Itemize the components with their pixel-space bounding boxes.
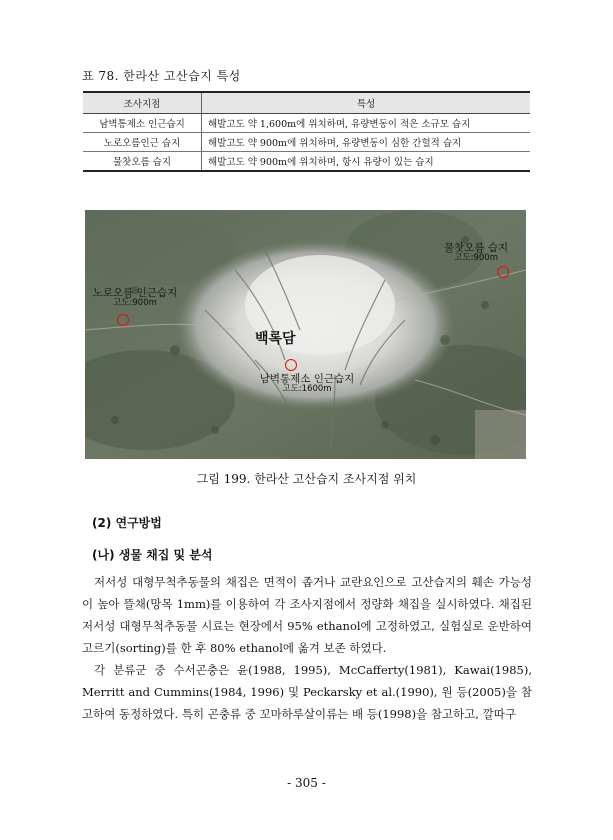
table-cell-site: 물찻오름 습지 xyxy=(83,152,202,172)
table-header-row xyxy=(83,92,530,114)
section-heading: (2) 연구방법 xyxy=(92,516,162,530)
site-marker-nambyeok xyxy=(285,359,297,371)
table-row xyxy=(83,152,530,172)
body-paragraph xyxy=(82,571,532,725)
site-label-nambyeok xyxy=(252,373,362,395)
column-header-site: 조사지점 xyxy=(83,92,202,114)
column-header-characteristics: 특성 xyxy=(202,92,531,114)
wetland-characteristics-table xyxy=(83,91,530,172)
page-number: - 305 - xyxy=(287,776,326,790)
site-altitude: 고도:900m xyxy=(454,253,498,264)
table-cell-description: 해발고도 약 900m에 위치하며, 항시 유량이 있는 습지 xyxy=(208,157,434,168)
table-row xyxy=(83,133,530,152)
site-marker-noro xyxy=(117,314,129,326)
summit-label-baengnokdam: 백록담 xyxy=(255,331,296,347)
table-cell-site: 노로오름인근 습지 xyxy=(83,133,202,152)
figure-caption: 그림 199. 한라산 고산습지 조사지점 위치 xyxy=(196,472,417,486)
site-altitude: 고도:900m xyxy=(113,298,157,309)
table-cell-description: 해발고도 약 1,600m에 위치하며, 유량변동이 적은 소규모 습지 xyxy=(202,114,531,133)
site-location-map xyxy=(85,210,526,459)
site-label-noro xyxy=(85,287,185,309)
table-cell-site: 남벽통제소 인근습지 xyxy=(83,114,202,133)
table-cell-description: 해발고도 약 900m에 위치하며, 유량변동이 심한 간헐적 습지 xyxy=(202,133,531,152)
site-label-mulchat xyxy=(444,242,508,264)
paragraph-identification: 각 분류군 중 수서곤충은 윤(1988, 1995), McCafferty(1981), Kawai(1985), Merritt and Cummins(1984, 1996) 및 Peckarsky et al.(1990), 원 등(2005)을 참고하여 동정하였다. 특히 곤충류 중 꼬마하루살이류는 배 등(1998)을 참고하고, 깔따구 xyxy=(82,663,532,721)
site-marker-mulchat xyxy=(497,266,509,278)
table-title: 표 78. 한라산 고산습지 특성 xyxy=(82,69,241,83)
site-name: 남벽통제소 인근습지 xyxy=(259,373,355,385)
paragraph-collection-method: 저서성 대형무척추동물의 채집은 면적이 좁거나 교란요인으로 고산습지의 훼손 가능성이 높아 뜰채(망목 1mm)를 이용하여 각 조사지점에서 정량화 채집을 실시하였다. 채집된 저서성 대형무척추동물 시료는 현장에서 95% ethanol에 고정하였고, 실험실로 운반하여 고르기(sorting)를 한 후 80% ethanol에 옮겨 보존 하였다. xyxy=(82,575,532,655)
table-row xyxy=(83,114,530,133)
subsection-heading: (나) 생물 채집 및 분석 xyxy=(92,548,213,562)
site-altitude: 고도:1600m xyxy=(282,384,332,395)
site-name: 물찻오름 습지 xyxy=(444,242,509,254)
site-name: 노로오름 인근습지 xyxy=(92,287,178,299)
